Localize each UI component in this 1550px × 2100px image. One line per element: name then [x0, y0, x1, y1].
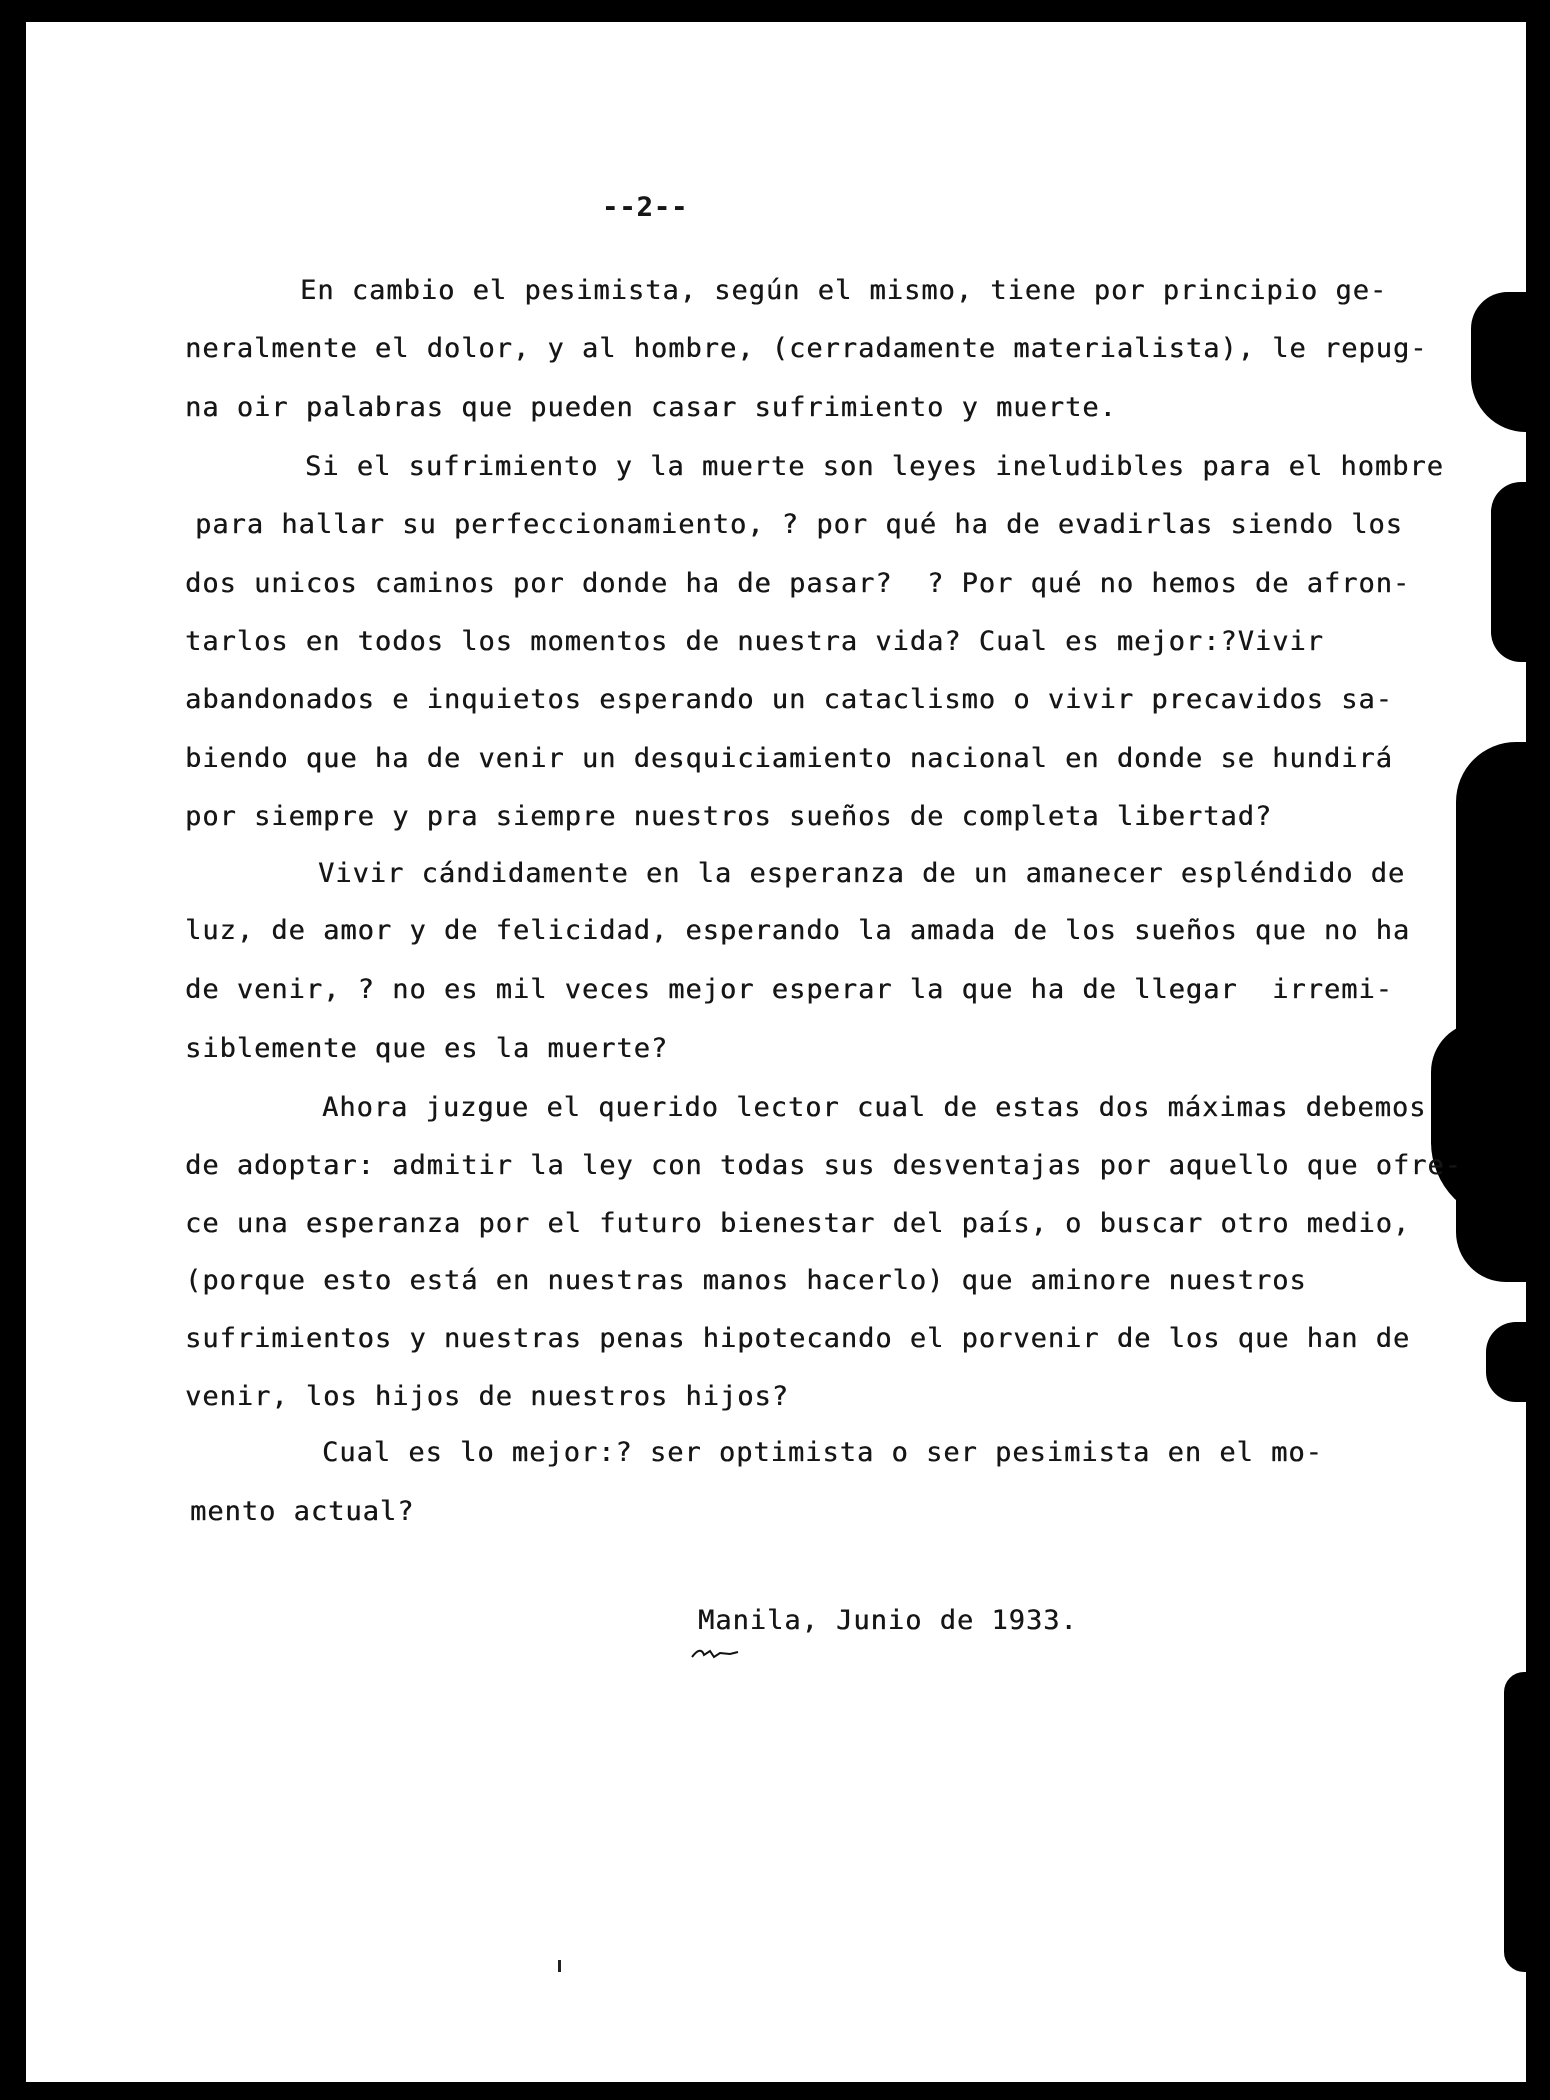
text-line: tarlos en todos los momentos de nuestra vida? Cual es mejor:?Vivir [185, 626, 1324, 657]
text-line: para hallar su perfeccionamiento, ? por qué ha de evadirlas siendo los [195, 509, 1403, 540]
text-line: luz, de amor y de felicidad, esperando la amada de los sueños que no ha [185, 915, 1411, 946]
text-line: mento actual? [190, 1496, 415, 1527]
text-line: venir, los hijos de nuestros hijos? [185, 1381, 789, 1412]
text-line: sufrimientos y nuestras penas hipotecando el porvenir de los que han de [185, 1323, 1411, 1354]
torn-edge [1504, 1672, 1526, 1972]
text-line: Cual es lo mejor:? ser optimista o ser pesimista en el mo- [322, 1437, 1323, 1468]
text-line: En cambio el pesimista, según el mismo, tiene por principio ge- [300, 275, 1388, 306]
torn-edge [1471, 292, 1526, 432]
text-line: de adoptar: admitir la ley con todas sus desventajas por aquello que ofre- [185, 1150, 1462, 1181]
text-line: siblemente que es la muerte? [185, 1033, 669, 1064]
text-line: dos unicos caminos por donde ha de pasar? ? Por qué no hemos de afron- [185, 568, 1411, 599]
torn-edge [1431, 1022, 1526, 1222]
text-line: neralmente el dolor, y al hombre, (cerradamente materialista), le repug- [185, 333, 1428, 364]
text-line: na oir palabras que pueden casar sufrimiento y muerte. [185, 392, 1117, 423]
torn-edge [1486, 1322, 1526, 1402]
text-line: biendo que ha de venir un desquiciamiento nacional en donde se hundirá [185, 743, 1393, 774]
place-and-date: Manila, Junio de 1933. [698, 1605, 1078, 1636]
text-line: Vivir cándidamente en la esperanza de un amanecer espléndido de [318, 858, 1406, 889]
handwritten-initials [690, 1645, 740, 1661]
text-line: Si el sufrimiento y la muerte son leyes ineludibles para el hombre [305, 451, 1444, 482]
text-line: Ahora juzgue el querido lector cual de estas dos máximas debemos [322, 1092, 1427, 1123]
text-line: abandonados e inquietos esperando un cataclismo o vivir precavidos sa- [185, 684, 1393, 715]
page-number: --2-- [602, 192, 689, 223]
text-line: de venir, ? no es mil veces mejor esperar la que ha de llegar irremi- [185, 974, 1393, 1005]
torn-edge [1491, 482, 1526, 662]
text-line: ce una esperanza por el futuro bienestar del país, o buscar otro medio, [185, 1208, 1411, 1239]
text-line: por siempre y pra siempre nuestros sueños de completa libertad? [185, 801, 1273, 832]
text-line: (porque esto está en nuestras manos hacerlo) que aminore nuestros [185, 1265, 1307, 1296]
stray-mark [558, 1960, 561, 1972]
